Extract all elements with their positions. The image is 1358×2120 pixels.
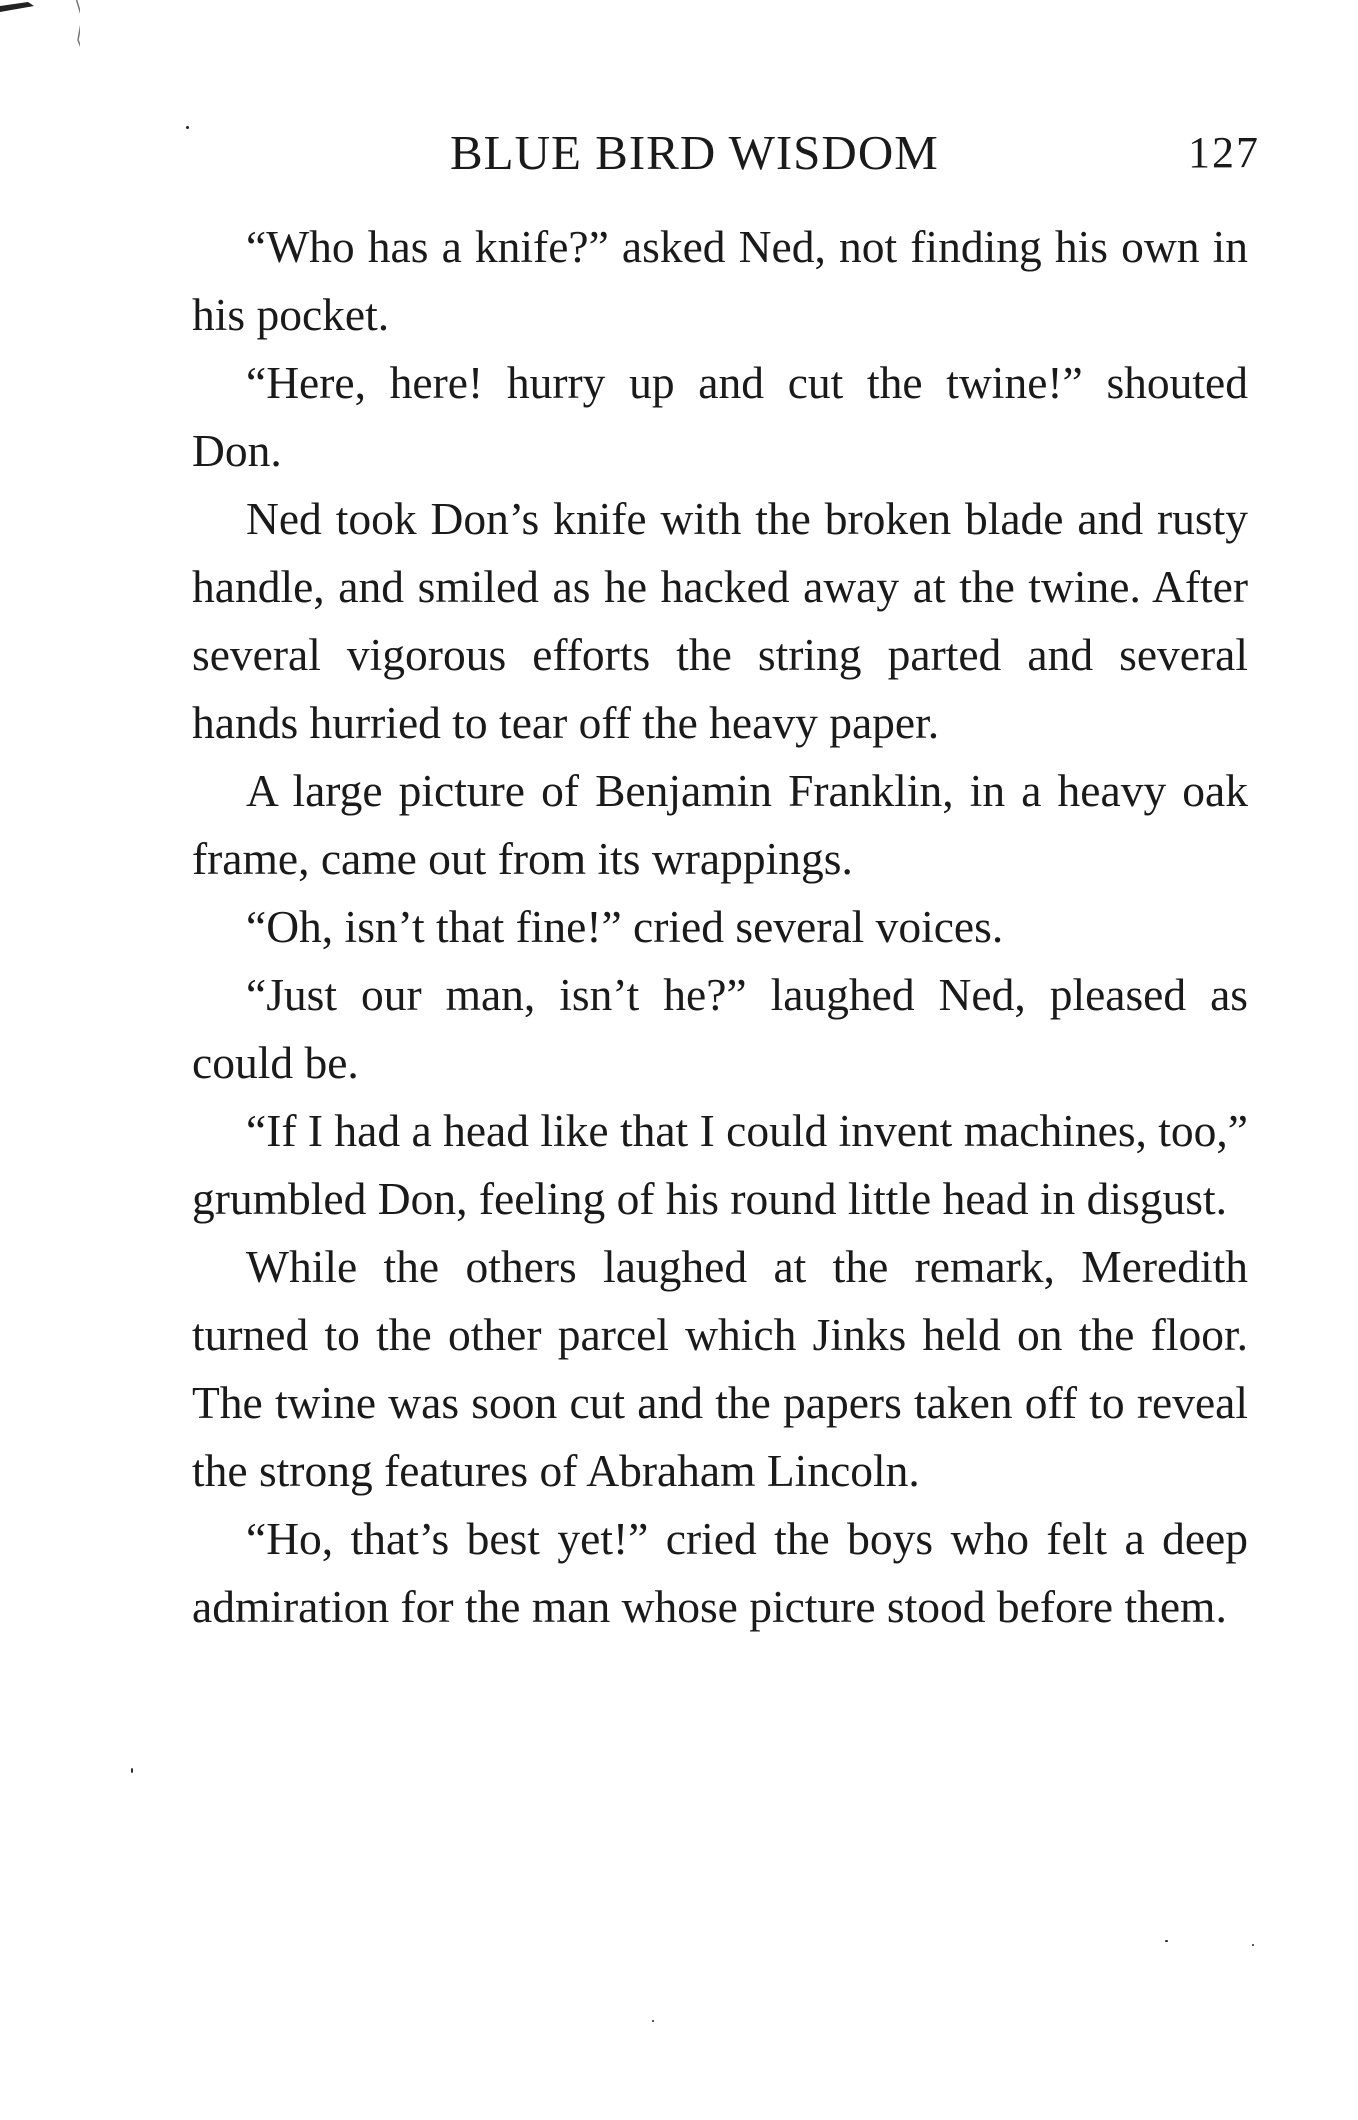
scan-corner-mark — [0, 0, 80, 80]
scan-speck — [186, 126, 189, 129]
running-title: BLUE BIRD WISDOM — [450, 125, 939, 180]
page-number: 127 — [1188, 128, 1260, 177]
scan-speck — [1252, 1944, 1254, 1946]
paragraph: While the others laughed at the remark, Meredith turned to the other parcel which Jinks held on the floor. The twine was soon cut and the papers taken off to reveal the strong features of Abraham Lincoln. — [192, 1241, 1248, 1496]
paragraph: “If I had a head like that I could invent machines, too,” grumbled Don, feeling of his round little head in disgust. — [192, 1105, 1248, 1224]
body-text — [192, 213, 1248, 1641]
scan-speck — [131, 1768, 133, 1773]
paragraph: Ned took Don’s knife with the broken blade and rusty handle, and smiled as he hacked away at the twine. After several vigorous efforts the string parted and several hands hurried to tear off the heavy paper. — [192, 493, 1248, 748]
scan-speck — [1165, 1940, 1168, 1942]
paragraph: “Just our man, isn’t he?” laughed Ned, pleased as could be. — [192, 969, 1248, 1088]
paragraph: “Here, here! hurry up and cut the twine!” shouted Don. — [192, 357, 1248, 476]
paragraph: “Ho, that’s best yet!” cried the boys who felt a deep admiration for the man whose picture stood before them. — [192, 1513, 1248, 1632]
paragraph: “Who has a knife?” asked Ned, not finding his own in his pocket. — [192, 221, 1248, 340]
paragraph: “Oh, isn’t that fine!” cried several voices. — [246, 901, 1004, 952]
running-head — [190, 118, 1260, 188]
scan-speck — [652, 2020, 654, 2022]
paragraph: A large picture of Benjamin Franklin, in a heavy oak frame, came out from its wrappings. — [192, 765, 1248, 884]
